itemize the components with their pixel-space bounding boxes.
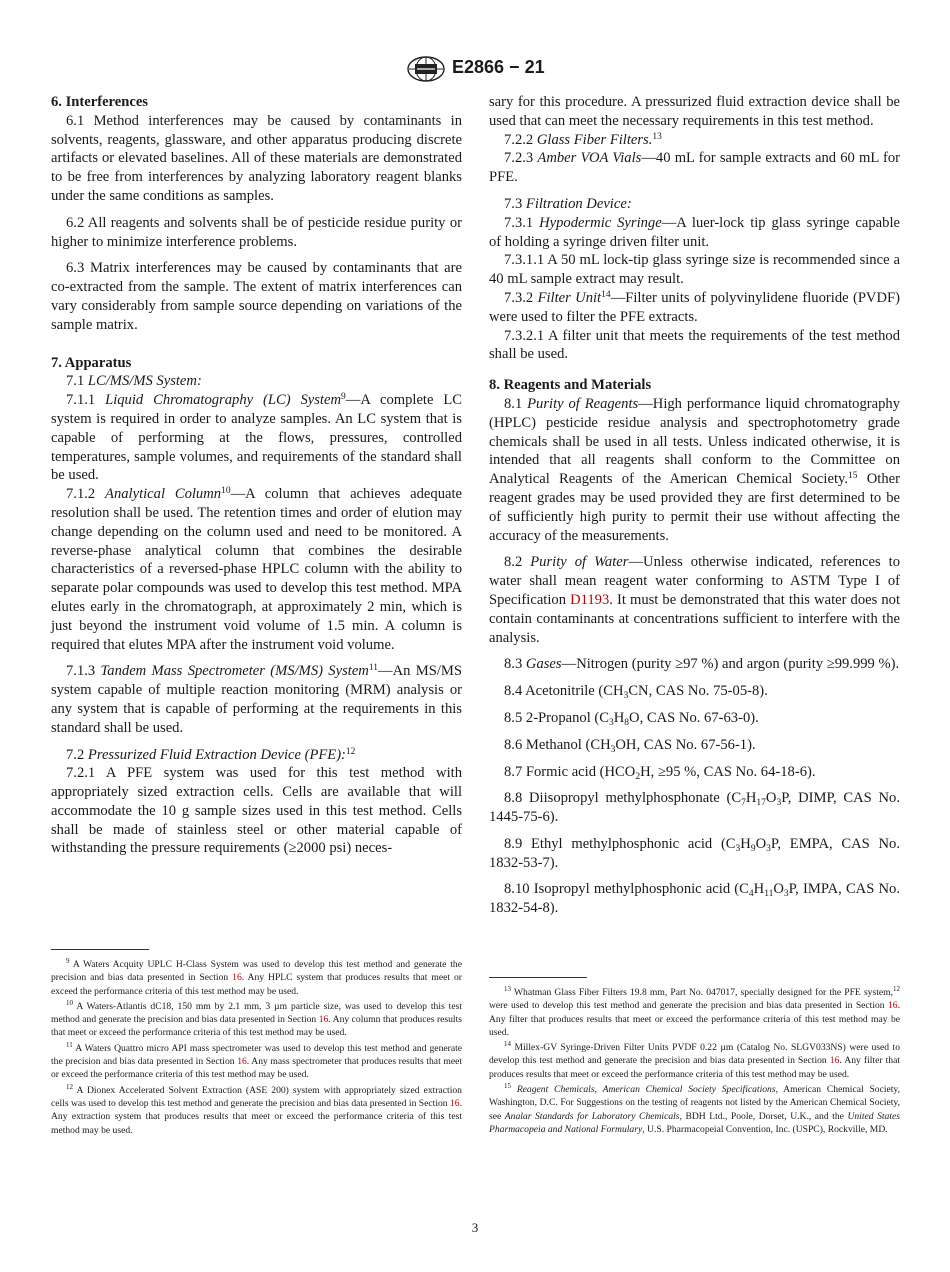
footnote: $^{11}$ A Waters Quattro micro API mass spectrometer was used to develop this test method and generate the precision and bias data presented in Section 16. Any mass spectrometer that produces results that meet or exceed the performance criteria of this test method may be used. (51, 1040, 463, 1081)
footnote-divider (489, 977, 587, 978)
footnote-ref: 9 (341, 392, 346, 403)
section-heading: 7. Apparatus (51, 354, 132, 371)
paragraph: 8.7 Formic acid ($HCO_2H$, ≥95 %, CAS No. 64-18-6). (504, 763, 816, 782)
paragraph: 7.1.3 Tandem Mass Spectrometer (MS/MS) System$^{11}$—An MS/MS system capable of multiple reaction monitoring (MRM) analysis or any system that is capable of performing at the requirements in this standard shall be used. (51, 663, 463, 736)
paragraph: 7.3.1.1 A 50 mL lock-tip glass syringe size is recommended since a 40 mL sample extract may result. (489, 252, 900, 288)
left-column (51, 93, 463, 1136)
paragraph: 8.8 Diisopropyl methylphosphonate ($C_7H_{17}O_3P$, DIMP, CAS No. 1445-75-6). (489, 790, 900, 826)
page-number: 3 (471, 1220, 479, 1235)
paragraph: 7.1 LC/MS/MS System: (66, 373, 202, 390)
footnotes (489, 977, 900, 1138)
footnote: $^{12}$ A Dionex Accelerated Solvent Extraction (ASE 200) system with appropriately sized extraction cells was used to develop this test method and generate the precision and bias data presented in Section 16. Any extraction system that produces results that meet or exceed the performance criteria of this test method may be used. (51, 1082, 462, 1136)
paragraph: 8.6 Methanol ($CH_3OH$, CAS No. 67-56-1). (504, 736, 756, 755)
section-link[interactable]: 16 (237, 1056, 247, 1068)
footnote-ref: 11 (368, 663, 378, 674)
section-link[interactable]: 16 (888, 1000, 898, 1012)
footnote-ref: 12 (345, 746, 356, 757)
footnote-ref: 14 (601, 289, 611, 300)
paragraph: 7.2.3 Amber VOA Vials—40 mL for sample extracts and 60 mL for PFE. (489, 150, 900, 186)
paragraph: 8.4 Acetonitrile ($CH_3CN$, CAS No. 75-05-8). (504, 683, 768, 702)
paragraph: 8.9 Ethyl methylphosphonic acid ($C_3H_9O_3P$, EMPA, CAS No. 1832-53-7). (489, 835, 900, 871)
footnote-ref: 13 (652, 131, 662, 142)
right-column (489, 93, 901, 1135)
paragraph: 7.1.2 Analytical Column$^{10}$—A column that achieves adequate resolution shall be used. The retention times and order of elution may change depending on the column used and need to be monitored. A reverse-phase analytical column that combines the desirable characteristics of a reversed-phase HPLC column with the ability to separate polar compounds was used to develop this test method. MPA elutes early in the chromatograph, at approximately 2 min, which is just beyond the instrument void volume of 1.5 min. A column is required that elutes MPA after the instrument void volume. (51, 486, 462, 653)
document-id: E2866 − 21 (452, 57, 545, 77)
paragraph: 8.1 Purity of Reagents—High performance liquid chromatography (HPLC) pesticide residue analysis and spectrophotometry grade chemicals shall be used in all tests. Unless indicated otherwise, it is intended that all reagents shall conform to the Committee on Analytical Reagents of the American Chemical Society.$^{15}$ Other reagent grades may be used provided they are first determined to be of sufficiently high purity to permit their use without affecting the accuracy of the measurements. (489, 395, 900, 544)
paragraph: 7.2.1 A PFE system was used for this test method with appropriately sized extraction cells. Cells are available that will accommodate the 10 g sample sizes used in this test method. Cells shall be made of stainless steel or other material capable of withstanding the pressure requirements (≥2000 psi) neces- (51, 765, 462, 857)
paragraph: 7.3.2 Filter Unit$^{14}$—Filter units of polyvinylidene fluoride (PVDF) were used to filter the PFE extracts. (489, 289, 900, 325)
section-link[interactable]: 16 (232, 972, 242, 984)
section-link[interactable]: 16 (318, 1014, 329, 1026)
paragraph: 6.3 Matrix interferences may be caused by contaminants that are co-extracted from the sample. The extent of matrix interferences can vary considerably from sample source depending on variations of the sample matrix. (51, 260, 462, 333)
paragraph: 7.2 Pressurized Fluid Extraction Device (PFE):$^{12}$ (66, 746, 356, 763)
section-link[interactable]: 16 (829, 1055, 840, 1067)
footnote: $^{13}$ Whatman Glass Fiber Filters 19.8 mm, Part No. 047017, specially designed for the PFE system,$^{12}$ were used to develop this test method and generate the precision and bias data presented in Section 16. Any filter that produces results that meet or exceed the performance criteria of this test method may be used. (489, 985, 900, 1038)
section-heading: 6. Interferences (51, 94, 148, 110)
paragraph: sary for this procedure. A pressurized fluid extraction device shall be used that can meet the necessary requirements in this test method. (489, 94, 900, 129)
footnote-ref: 10 (221, 486, 231, 497)
section-link[interactable]: 16 (450, 1097, 460, 1109)
footnotes (51, 949, 462, 1139)
astm-logo-icon (406, 55, 446, 83)
paragraph: 8.10 Isopropyl methylphosphonic acid ($C_4H_{11}O_3P$, IMPA, CAS No. 1832-54-8). (489, 881, 901, 917)
spec-link[interactable]: D1193 (570, 591, 610, 608)
footnote: $^{15}$ Reagent Chemicals, American Chemical Society Specifications, American Chemical Society, Washington, D.C. For Suggestions on the testing of reagents not listed by the American Chemical Society, see Analar Standards for Laboratory Chemicals, BDH Ltd., Poole, Dorset, U.K., and the United States Pharmacopeia and National Formulary, U.S. Pharmacopeial Convention, Inc. (USPC), Rockville, MD. (489, 1082, 900, 1135)
footnote-ref: 15 (848, 471, 858, 482)
footnote: $^{14}$ Millex-GV Syringe-Driven Filter Units PVDF 0.22 µm (Catalog No. SLGV033NS) were used to develop this test method and generate the precision and bias data presented in Section 16. Any filter that produces results that meet or exceed the performance criteria of this test method may be used. (489, 1040, 900, 1080)
paragraph: 8.2 Purity of Water—Unless otherwise indicated, references to water shall mean reagent water conforming to ASTM Type I of Specification D1193. It must be demonstrated that this water does not contain contaminants at concentrations sufficient to interfere with the analysis. (489, 554, 900, 646)
paragraph: 8.3 Gases—Nitrogen (purity ≥97 %) and argon (purity ≥99.999 %). (504, 656, 900, 673)
paragraph: 6.2 All reagents and solvents shall be of pesticide residue purity or higher to minimize interference problems. (51, 214, 462, 250)
paragraph: 6.1 Method interferences may be caused by contaminants in solvents, reagents, glassware, and other apparatus producing discrete artifacts or elevated baselines. All of these materials are demonstrated to be free from interferences by analyzing laboratory reagent blanks under the same conditions as samples. (51, 112, 462, 204)
paragraph: 7.3.1 Hypodermic Syringe—A luer-lock tip glass syringe capable of holding a syringe driven filter unit. (489, 214, 900, 250)
page-header (0, 55, 950, 85)
footnote-divider (51, 949, 149, 950)
paragraph: 7.2.2 Glass Fiber Filters.$^{13}$ (504, 131, 662, 148)
paragraph: 7.3.2.1 A filter unit that meets the requirements of the test method shall be used. (489, 327, 900, 363)
section-heading: 8. Reagents and Materials (489, 377, 652, 394)
paragraph: 7.3 Filtration Device: (504, 195, 632, 212)
footnote: $^9$ A Waters Acquity UPLC H-Class System was used to develop this test method and generate the precision and bias data presented in Section 16. Any HPLC system that produces results that meet or exceed the performance criteria of this test method may be used. (51, 957, 462, 997)
paragraph: 8.5 2-Propanol ($C_3H_8O$, CAS No. 67-63-0). (504, 709, 759, 728)
footnote: $^{10}$ A Waters-Atlantis dC18, 150 mm by 2.1 mm, 3 µm particle size, was used to develop this test method and generate the precision and bias data presented in Section 16. Any column that produces results that meet or exceed the performance criteria of this test method may be used. (51, 998, 462, 1039)
paragraph: 7.1.1 Liquid Chromatography (LC) System$^9$—A complete LC system is required in order to analyze samples. An LC system that is capable of performing at the flows, pressures, controlled temperatures, sample volumes, and requirements of the standard shall be used. (51, 392, 463, 484)
